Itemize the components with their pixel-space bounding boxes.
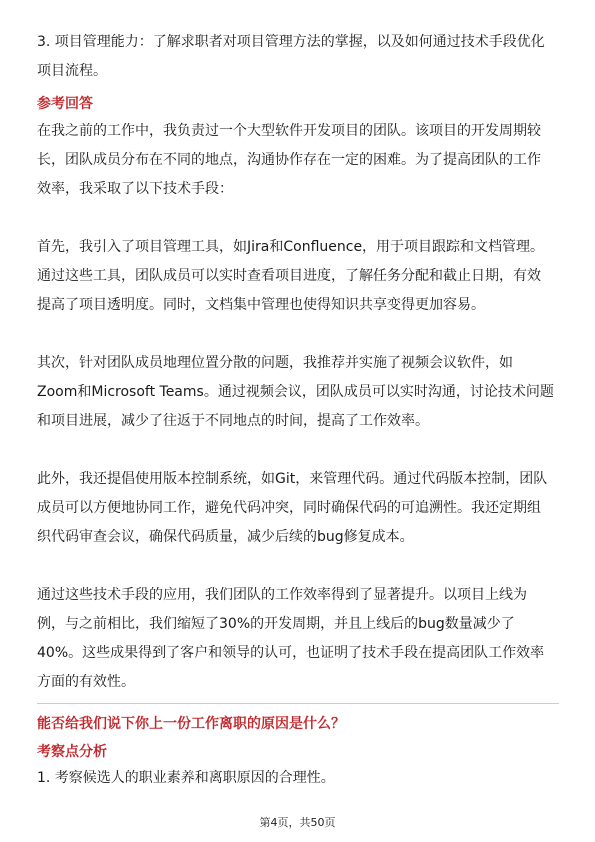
text-line: 效率，我采取了以下技术手段：	[37, 181, 233, 197]
reference-answer-heading: 参考回答	[37, 96, 93, 112]
text-line: 项目流程。	[37, 63, 107, 79]
answer-paragraph-2	[37, 233, 559, 320]
text-line: 其次，针对团队成员地理位置分散的问题，我推荐并实施了视频会议软件，如	[37, 355, 513, 371]
text-line: 在我之前的工作中，我负责过一个大型软件开发项目的团队。该项目的开发周期较	[37, 123, 541, 139]
text-line: 通过这些技术手段的应用，我们团队的工作效率得到了显著提升。以项目上线为	[37, 587, 527, 603]
document-page	[37, 28, 559, 793]
page-number: 第4页，共50页	[259, 816, 336, 829]
text-line: 织代码审查会议，确保代码质量，减少后续的bug修复成本。	[37, 529, 414, 545]
text-line: Zoom和Microsoft Teams。通过视频会议，团队成员可以实时沟通，讨论技术问题	[37, 384, 554, 400]
text-line: 3. 项目管理能力：了解求职者对项目管理方法的掌握，以及如何通过技术手段优化	[37, 34, 545, 50]
answer-paragraph-5	[37, 581, 559, 697]
text-line: 40%。这些成果得到了客户和领导的认可，也证明了技术手段在提高团队工作效率	[37, 645, 545, 661]
paragraph-gap	[37, 436, 559, 465]
text-line: 首先，我引入了项目管理工具，如Jira和Confluence，用于项目跟踪和文档管理。	[37, 239, 545, 255]
analysis-heading: 考察点分析	[37, 744, 107, 760]
text-line: 1. 考察候选人的职业素养和离职原因的合理性。	[37, 770, 335, 786]
item3-text	[37, 28, 559, 86]
section-divider	[37, 703, 559, 704]
analysis-point-1	[37, 764, 559, 793]
paragraph-gap	[37, 320, 559, 349]
text-line: 此外，我还提倡使用版本控制系统，如Git，来管理代码。通过代码版本控制，团队	[37, 471, 548, 487]
answer-paragraph-3	[37, 349, 559, 436]
paragraph-gap	[37, 204, 559, 233]
answer-paragraph-1	[37, 117, 559, 204]
paragraph-gap	[37, 552, 559, 581]
text-line: 方面的有效性。	[37, 674, 135, 690]
text-line: 长，团队成员分布在不同的地点，沟通协作存在一定的困难。为了提高团队的工作	[37, 152, 541, 168]
text-line: 提高了项目透明度。同时，文档集中管理也使得知识共享变得更加容易。	[37, 297, 485, 313]
text-line: 和项目进展，减少了往返于不同地点的时间，提高了工作效率。	[37, 413, 429, 429]
text-line: 成员可以方便地协同工作，避免代码冲突，同时确保代码的可追溯性。我还定期组	[37, 500, 541, 516]
question-title: 能否给我们说下你上一份工作离职的原因是什么？	[37, 716, 345, 732]
text-line: 例，与之前相比，我们缩短了30%的开发周期，并且上线后的bug数量减少了	[37, 616, 515, 632]
answer-paragraph-4	[37, 465, 559, 552]
text-line: 通过这些工具，团队成员可以实时查看项目进度，了解任务分配和截止日期，有效	[37, 268, 541, 284]
